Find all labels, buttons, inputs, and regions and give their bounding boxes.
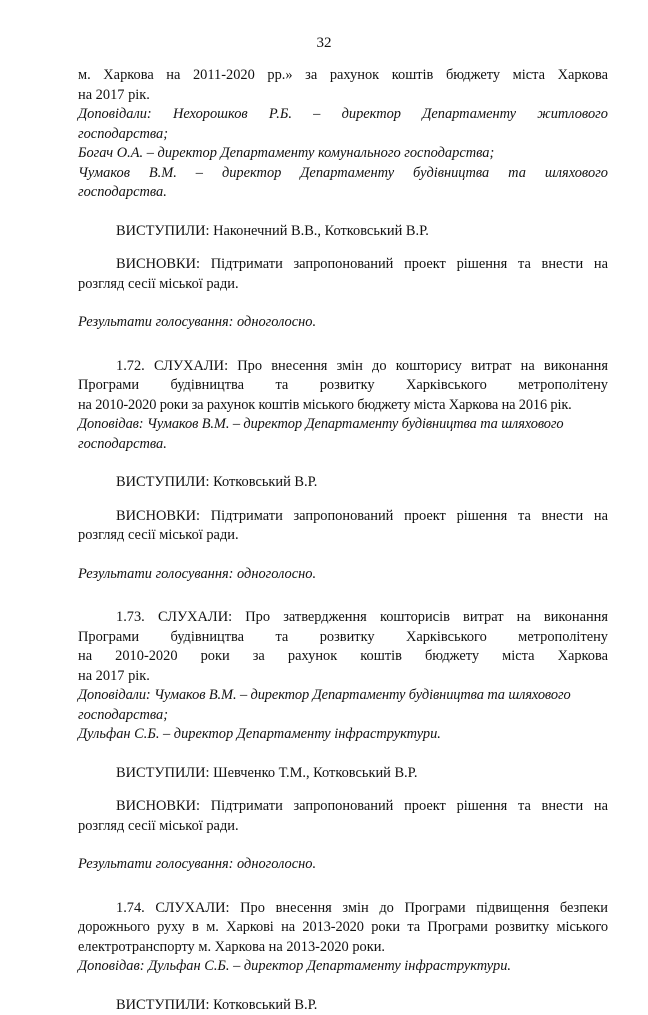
conclusion-line: розгляд сесії міської ради. [78, 275, 608, 295]
document-body [78, 66, 608, 1015]
conclusion-line: ВИСНОВКИ: Підтримати запропонований проект рішення та внести на [78, 507, 608, 527]
vote-result: Результати голосування: одноголосно. [78, 855, 608, 875]
heard-line: електротранспорту м. Харкова на 2013-2020 роки. [78, 938, 608, 958]
spoke-line: ВИСТУПИЛИ: Шевченко Т.М., Котковський В.Р. [78, 764, 608, 784]
text-line: на 2017 рік. [78, 86, 608, 106]
heard-line: дорожнього руху в м. Харкові на 2013-2020 роки та Програми розвитку міського [78, 918, 608, 938]
item-1-73 [78, 608, 608, 875]
spoke-line: ВИСТУПИЛИ: Котковський В.Р. [78, 996, 608, 1015]
reporters-line: Доповідали: Чумаков В.М. – директор Департаменту будівництва та шляхового [78, 686, 608, 706]
reporters-line: Богач О.А. – директор Департаменту комунального господарства; [78, 144, 608, 164]
item-1-72 [78, 357, 608, 585]
reporters-line: господарства; [78, 706, 608, 726]
conclusion-line: розгляд сесії міської ради. [78, 526, 608, 546]
conclusion-line: ВИСНОВКИ: Підтримати запропонований проект рішення та внести на [78, 797, 608, 817]
heard-line: 1.74. СЛУХАЛИ: Про внесення змін до Програми підвищення безпеки [78, 899, 608, 919]
conclusion-line: ВИСНОВКИ: Підтримати запропонований проект рішення та внести на [78, 255, 608, 275]
item-1-74 [78, 899, 608, 1015]
heard-line: 1.73. СЛУХАЛИ: Про затвердження кошторисів витрат на виконання [78, 608, 608, 628]
reporters-line: Чумаков В.М. – директор Департаменту будівництва та шляхового [78, 164, 608, 184]
reporters-line: Дульфан С.Б. – директор Департаменту інфраструктури. [78, 725, 608, 745]
spoke-line: ВИСТУПИЛИ: Котковський В.Р. [78, 473, 608, 493]
conclusion-line: розгляд сесії міської ради. [78, 817, 608, 837]
reporters-line: господарства; [78, 125, 608, 145]
text-line: м. Харкова на 2011-2020 рр.» за рахунок коштів бюджету міста Харкова [78, 66, 608, 86]
heard-line: 1.72. СЛУХАЛИ: Про внесення змін до кошторису витрат на виконання [78, 357, 608, 377]
heard-line: Програми будівництва та розвитку Харківського метрополітену [78, 376, 608, 396]
heard-line: на 2017 рік. [78, 667, 608, 687]
vote-result: Результати голосування: одноголосно. [78, 565, 608, 585]
heard-line: на 2010-2020 роки за рахунок коштів міського бюджету міста Харкова на 2016 рік. [78, 396, 608, 416]
reporters-line: Доповідав: Дульфан С.Б. – директор Департаменту інфраструктури. [78, 957, 608, 977]
heard-line: Програми будівництва та розвитку Харківського метрополітену [78, 628, 608, 648]
reporters-line: Доповідав: Чумаков В.М. – директор Департаменту будівництва та шляхового [78, 415, 608, 435]
page-number: 32 [0, 35, 648, 52]
spoke-line: ВИСТУПИЛИ: Наконечний В.В., Котковський В.Р. [78, 222, 608, 242]
reporters-line: господарства. [78, 183, 608, 203]
vote-result: Результати голосування: одноголосно. [78, 313, 608, 333]
intro-section [78, 66, 608, 333]
heard-line: на 2010-2020 роки за рахунок коштів бюджету міста Харкова [78, 647, 608, 667]
reporters-line: Доповідали: Нехорошков Р.Б. – директор Департаменту житлового [78, 105, 608, 125]
reporters-line: господарства. [78, 435, 608, 455]
